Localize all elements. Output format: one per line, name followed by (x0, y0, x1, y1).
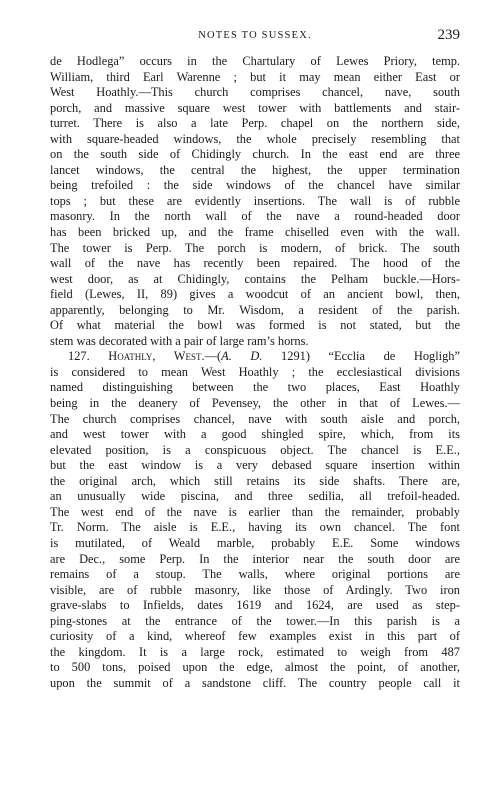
text-line: The church comprises chancel, nave with south aisle and porch, (50, 411, 460, 426)
page-number: 239 (437, 27, 460, 43)
text-line: being trefoiled : the side windows of the chancel have similar (50, 178, 460, 193)
text-line: turret. There is also a late Perp. chapel on the northern side, (50, 116, 460, 131)
text-line: is considered to mean West Hoathly ; the ecclesiastical divisions (50, 364, 460, 379)
text-line: William, third Earl Warenne ; but it may mean either East or (50, 69, 460, 84)
entry-number: 127. (68, 349, 90, 364)
text-line: remains of a stoup. The walls, where original portions are (50, 567, 460, 582)
text-line: an unusually wide piscina, and three sedilia, all trefoil-headed. (50, 489, 460, 504)
text-line: Tr. Norm. The aisle is E.E., having its own chancel. The font (50, 520, 460, 535)
text-line: stem was decorated with a pair of large ram’s horns. (50, 333, 309, 348)
text-line: west door, as at Chidingly, contains the Pelham buckle.—Hors- (50, 271, 460, 286)
text-line: de Hodlega” occurs in the Chartulary of Lewes Priory, temp. (50, 54, 460, 68)
text-line: is mutilated, of Weald marble, probably E.E. Some windows (50, 535, 460, 550)
text-line: visible, are of rubble masonry, like those of Ardingly. Two iron (50, 582, 460, 597)
paragraph-hoathly-east (50, 54, 460, 349)
text-line: the original arch, which still retains its side shafts. There are, (50, 473, 460, 488)
paragraph-first-line (50, 349, 460, 365)
text-line: the kingdom. It is a large rock, estimated to weigh from 487 (50, 644, 460, 659)
text-line: grave-slabs to Infields, dates 1619 and 1624, are used as step- (50, 598, 460, 613)
text-line: apparently, belonging to Mr. Wisdom, a resident of the parish. (50, 302, 460, 317)
text-line: West Hoathly.—This church comprises chancel, nave, south (50, 85, 460, 100)
text-line: The west end of the nave is earlier than the remainder, probably (50, 504, 460, 519)
text-line: and west tower with a good shingled spire, which, from its (50, 427, 460, 442)
text-line: ping-stones at the entrance of the tower.—In this parish is a (50, 613, 460, 628)
body-text (50, 54, 460, 691)
text-line: upon the summit of a sandstone cliff. The country people call it (50, 675, 460, 690)
paragraph-hoathly-west (50, 349, 460, 691)
text-line: but the east window is a very debased square insertion within (50, 458, 460, 473)
text-line: field (Lewes, II, 89) gives a woodcut of an ancient bowl, then, (50, 287, 460, 302)
text-line: Of what material the bowl was formed is not stated, but the (50, 318, 460, 333)
text-line: curiosity of a kind, whereof few examples exist in this part of (50, 629, 460, 644)
date-rest: 1291) “Ecclia de Hogligh” (262, 349, 461, 364)
text-line: with square-headed windows, the whole precisely resembling that (50, 131, 460, 146)
text-line: elevated position, is a conspicuous object. The chancel is E.E., (50, 442, 460, 457)
text-line: porch, and massive square west tower with battlements and stair- (50, 100, 460, 115)
running-title: NOTES TO SUSSEX. (198, 30, 312, 41)
entry-heading: Hoathly, West. (108, 349, 205, 364)
date-abbrev: A. D. (221, 349, 263, 364)
text-line: named distinguishing between the two places, East Hoathly (50, 380, 460, 395)
text-line: wall of the nave has recently been repaired. The hood of the (50, 256, 460, 271)
text-line: masonry. In the north wall of the nave a round-headed door (50, 209, 460, 224)
text-line: to 500 tons, poised upon the edge, almost the point, of another, (50, 660, 460, 675)
text-line: are Dec., some Perp. In the interior near the south door are (50, 551, 460, 566)
text-line: tops ; but these are evidently insertions. The wall is of rubble (50, 193, 460, 208)
text-line: lancet windows, the central the highest, the upper termination (50, 162, 460, 177)
book-page (50, 28, 460, 691)
text-line: being in the deanery of Pevensey, the other in that of Lewes.— (50, 396, 460, 411)
text-line: has been bricked up, and the frame chiselled even with the wall. (50, 225, 460, 240)
running-head (50, 28, 460, 48)
date-prefix: —( (204, 349, 222, 364)
text-line: on the south side of Chidingly church. In the east end are three (50, 147, 460, 162)
text-line: The tower is Perp. The porch is modern, of brick. The south (50, 240, 460, 255)
